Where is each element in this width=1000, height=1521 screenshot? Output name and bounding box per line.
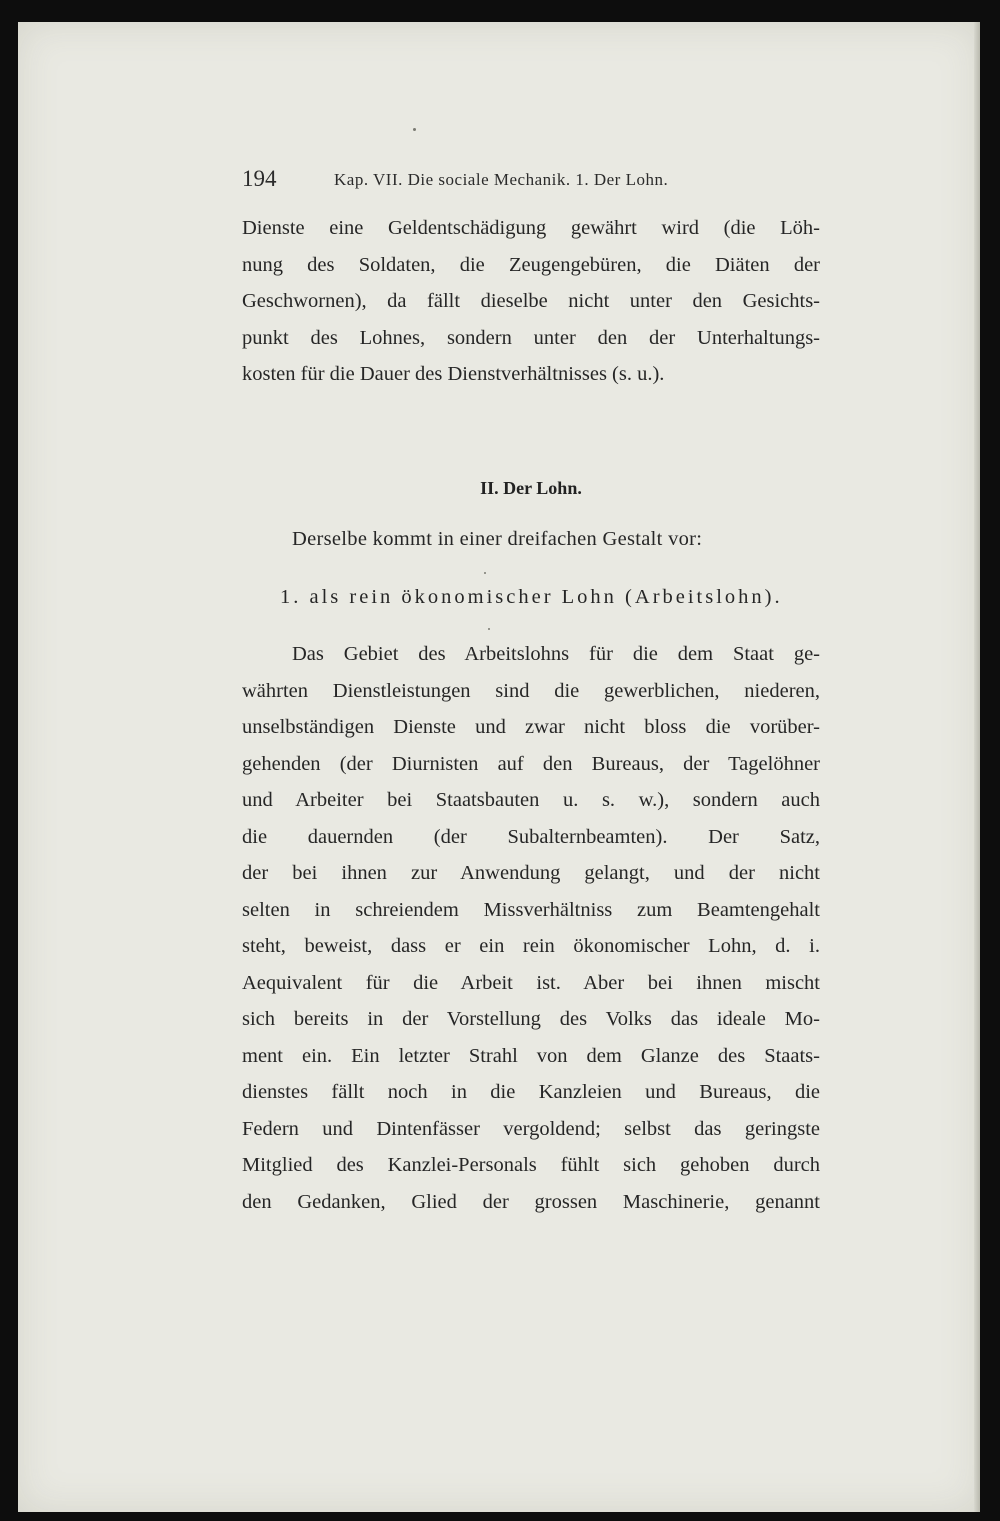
text-line: kosten für die Dauer des Dienstverhältnisses (s. u.). [242,363,665,385]
text-line: Federn und Dintenfässer vergoldend; selbst das geringste [242,1117,820,1140]
text-line: dienstes fällt noch in die Kanzleien und Bureaus, die [242,1081,820,1103]
text-line: der bei ihnen zur Anwendung gelangt, und der nicht [242,862,820,884]
running-head: Kap. VII. Die sociale Mechanik. 1. Der Lohn. [334,170,669,189]
text-line: ment ein. Ein letzter Strahl von dem Glanze des Staats- [242,1044,820,1067]
text-line: selten in schreiendem Missverhältniss zum Beamtengehalt [242,898,820,921]
text-line: nung des Soldaten, die Zeugengebüren, die Diäten der [242,253,820,276]
text-line: Das Gebiet des Arbeitslohns für die dem Staat ge- [292,643,820,665]
page-number: 194 [242,166,277,191]
text-line: Mitglied des Kanzlei-Personals fühlt sich gehoben durch [242,1154,820,1176]
paragraph-continued [242,210,820,393]
text-line: steht, beweist, dass er ein rein ökonomischer Lohn, d. i. [242,935,820,957]
text-line: sich bereits in der Vorstellung des Volks das ideale Mo- [242,1008,820,1030]
text-line: gehenden (der Diurnisten auf den Bureaus, der Tagelöhner [242,752,820,775]
text-line: und Arbeiter bei Staatsbauten u. s. w.), sondern auch [242,789,820,811]
paper-speck [484,572,486,574]
text-line: Dienste eine Geldentschädigung gewährt wird (die Löh- [242,217,820,239]
intro-line: Derselbe kommt in einer dreifachen Gestalt vor: [292,528,703,550]
page-edge [974,22,980,1512]
text-line: währten Dienstleistungen sind die gewerblichen, niederen, [242,679,820,702]
paper-speck [413,128,416,131]
paper-speck [488,628,490,630]
text-line: Aequivalent für die Arbeit ist. Aber bei ihnen mischt [242,971,820,994]
page-header [242,166,832,196]
paragraph-arbeitslohn [242,636,820,1220]
text-line: Geschwornen), da fällt dieselbe nicht unter den Gesichts- [242,290,820,312]
subheading: 1. als rein ökonomischer Lohn (Arbeitslohn). [280,586,783,608]
text-line: die dauernden (der Subalternbeamten). Der Satz, [242,825,820,848]
text-line: unselbständigen Dienste und zwar nicht bloss die vorüber- [242,716,820,738]
text-line: punkt des Lohnes, sondern unter den der Unterhaltungs- [242,326,820,349]
text-line: den Gedanken, Glied der grossen Maschinerie, genannt [242,1190,820,1213]
section-heading: II. Der Lohn. [480,478,582,498]
